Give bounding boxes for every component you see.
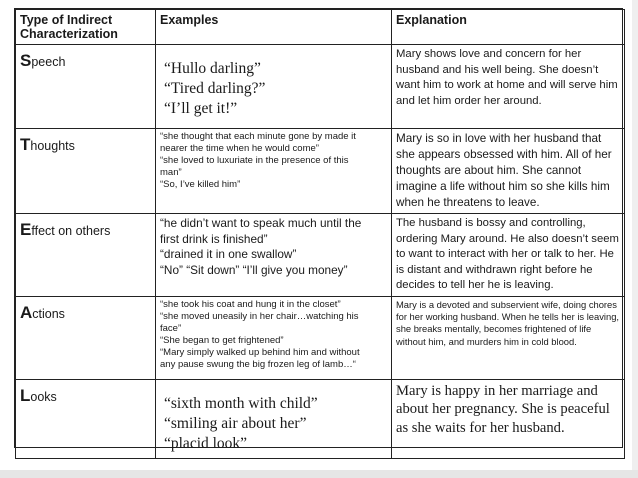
examples-cell-thoughts — [156, 129, 392, 214]
row-speech — [16, 45, 625, 129]
header-row — [16, 10, 625, 45]
explanation-text: Mary is happy in her marriage and about her pregnancy. She is peaceful as she waits for her husband. — [396, 382, 610, 436]
explanation-text: The husband is bossy and controlling, ordering Mary around. He also doesn’t seem to want to interact with her or talk to her. He is distant and withdrawn right before he decides to tell her he is leaving. — [396, 217, 619, 291]
example-line: “smiling air about her” — [164, 414, 307, 432]
explanation-cell-thoughts — [392, 129, 625, 214]
examples-cell-effect — [156, 214, 392, 297]
header-examples: Examples — [156, 10, 392, 45]
examples-cell-speech — [156, 45, 392, 129]
type-cell-thoughts — [16, 129, 156, 214]
example-line: any pause swung the big frozen leg of lamb…“ — [160, 358, 356, 370]
example-line: man” — [160, 167, 182, 178]
explanation-text: Mary is a devoted and subservient wife, doing chores for her working husband. When he tells her is leaving, she breaks mentally, becomes frightened of life without him, and murders him in cold blood. — [396, 298, 620, 347]
type-initial: E — [20, 220, 32, 239]
example-line: face” — [160, 322, 182, 334]
header-type: Type of Indirect Characterization — [16, 10, 156, 45]
explanation-text: Mary is so in love with her husband that she appears obsessed with him. All of her thoughts are about him. She cannot imagine a life without him so she kills him when he threatens to leave. — [396, 132, 612, 209]
explanation-text: Mary shows love and concern for her husband and his well being. She doesn’t want him to work at home and will serve him and let him order her around. — [396, 48, 618, 107]
example-line: “she moved uneasily in her chair…watching his — [160, 310, 359, 322]
type-rest: ooks — [30, 389, 57, 404]
explanation-cell-actions — [392, 296, 625, 379]
type-rest: peech — [31, 55, 66, 69]
example-line: “So, I’ve killed him” — [160, 179, 241, 190]
explanation-cell-effect — [392, 214, 625, 297]
type-cell-looks — [16, 379, 156, 458]
header-explanation: Explanation — [392, 10, 625, 45]
row-thoughts — [16, 129, 625, 214]
example-line: “Mary simply walked up behind him and without — [160, 346, 360, 358]
explanation-cell-speech — [392, 45, 625, 129]
examples-cell-actions — [156, 296, 392, 379]
type-rest: houghts — [30, 139, 75, 153]
type-initial: S — [20, 51, 32, 70]
example-line: “Hullo darling” — [164, 60, 261, 77]
type-initial: T — [20, 135, 31, 154]
example-line: “she took his coat and hung it in the closet” — [160, 298, 341, 310]
characterization-table — [14, 8, 623, 452]
explanation-cell-looks — [392, 379, 625, 458]
example-line: “No” “Sit down” “I’ll give you money” — [160, 262, 348, 277]
type-initial: A — [20, 302, 33, 322]
type-cell-speech — [16, 45, 156, 129]
type-rest: ffect on others — [31, 224, 111, 238]
type-cell-actions — [16, 296, 156, 379]
bottom-edge-strip — [0, 470, 638, 478]
examples-cell-looks — [156, 379, 392, 458]
row-looks — [16, 379, 625, 458]
row-effect-on-others — [16, 214, 625, 297]
type-cell-effect — [16, 214, 156, 297]
example-line: “Tired darling?” — [164, 80, 266, 97]
right-edge-strip — [632, 0, 638, 478]
type-rest: ctions — [32, 306, 65, 321]
example-line: “drained it in one swallow” — [160, 247, 297, 261]
example-line: first drink is finished” — [160, 231, 268, 246]
example-line: “she thought that each minute gone by made it — [160, 131, 356, 142]
example-line: “She began to get frightened” — [160, 334, 284, 346]
row-actions — [16, 296, 625, 379]
example-line: “sixth month with child” — [164, 394, 318, 412]
example-line: nearer the time when he would come” — [160, 143, 319, 154]
type-initial: L — [20, 385, 31, 405]
example-line: “he didn’t want to speak much until the — [160, 216, 362, 230]
example-line: “I’ll get it!” — [164, 100, 238, 117]
example-line: “she loved to luxuriate in the presence of this — [160, 155, 349, 166]
example-line: “placid look” — [164, 434, 248, 452]
